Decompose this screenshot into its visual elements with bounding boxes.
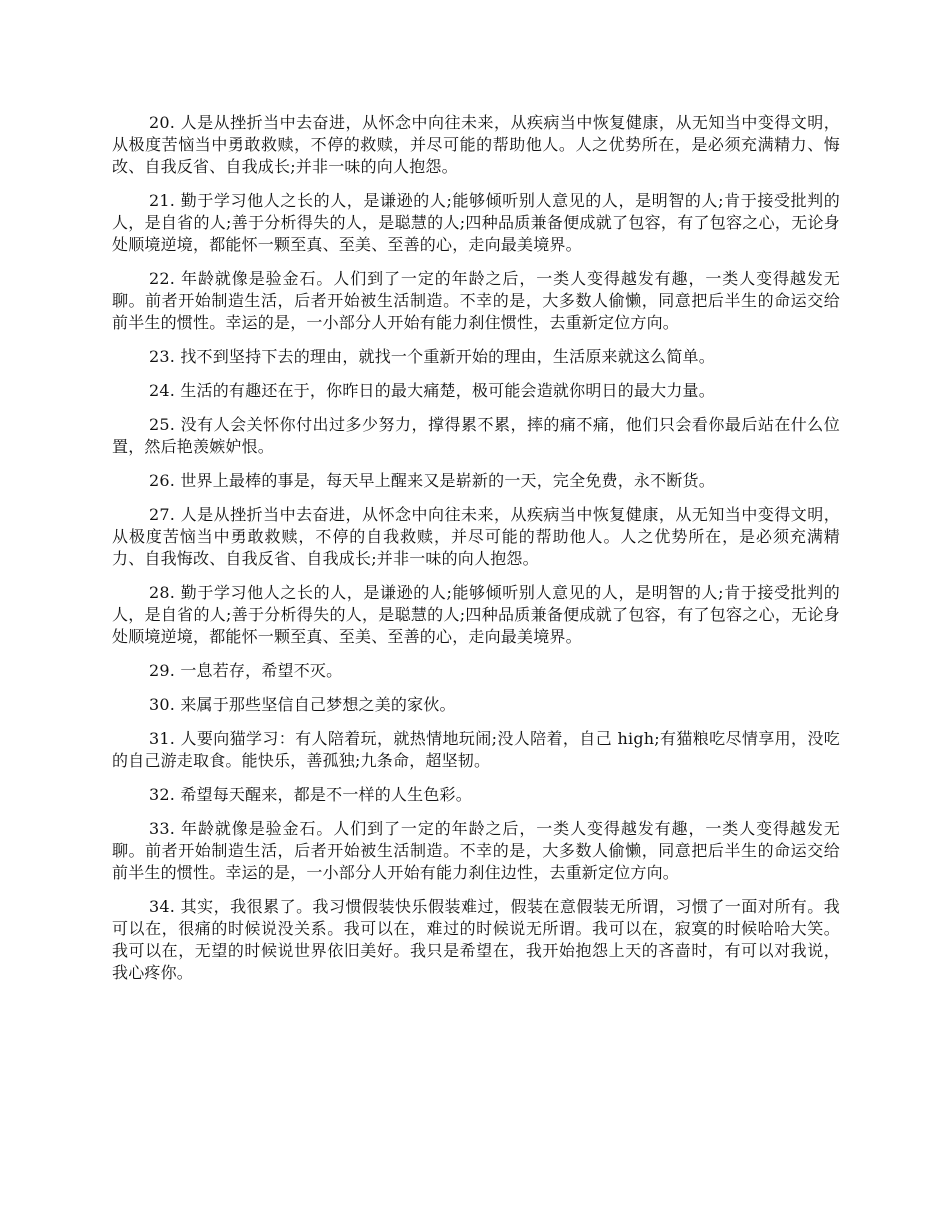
paragraph-34: 34. 其实，我很累了。我习惯假装快乐假装难过，假装在意假装无所谓，习惯了一面对所有。我可以在，很痛的时候说没关系。我可以在，难过的时候说无所谓。我可以在，寂寞的时候哈哈大笑。我可以在，无望的时候说世界依旧美好。我只是希望在，我开始抱怨上天的吝啬时，有可以对我说，我心疼你。 — [112, 897, 840, 982]
paragraph-22: 22. 年龄就像是验金石。人们到了一定的年龄之后，一类人变得越发有趣，一类人变得越发无聊。前者开始制造生活，后者开始被生活制造。不幸的是，大多数人偷懒，同意把后半生的命运交给前半生的惯性。幸运的是，一小部分人开始有能力刹住惯性，去重新定位方向。 — [112, 269, 840, 332]
paragraph-27: 27. 人是从挫折当中去奋进，从怀念中向往未来，从疾病当中恢复健康，从无知当中变得文明，从极度苦恼当中勇敢救赎，不停的自我救赎，并尽可能的帮助他人。人之优势所在，是必须充满精力、自我悔改、自我反省、自我成长;并非一味的向人抱怨。 — [112, 505, 840, 568]
paragraph-25: 25. 没有人会关怀你付出过多少努力，撑得累不累，摔的痛不痛，他们只会看你最后站在什么位置，然后艳羡嫉妒恨。 — [112, 415, 840, 456]
paragraph-26: 26. 世界上最棒的事是，每天早上醒来又是崭新的一天，完全免费，永不断货。 — [149, 471, 715, 490]
paragraph-29: 29. 一息若存，希望不灭。 — [149, 661, 343, 680]
paragraph-21: 21. 勤于学习他人之长的人，是谦逊的人;能够倾听别人意见的人，是明智的人;肯于接受批判的人，是自省的人;善于分析得失的人，是聪慧的人;四种品质兼备便成就了包容，有了包容之心，无论身处顺境逆境，都能怀一颗至真、至美、至善的心，走向最美境界。 — [112, 191, 840, 254]
paragraph-32: 32. 希望每天醒来，都是不一样的人生色彩。 — [149, 785, 472, 804]
paragraph-24: 24. 生活的有趣还在于，你昨日的最大痛楚，极可能会造就你明日的最大力量。 — [149, 381, 715, 400]
paragraph-28: 28. 勤于学习他人之长的人，是谦逊的人;能够倾听别人意见的人，是明智的人;肯于接受批判的人，是自省的人;善于分析得失的人，是聪慧的人;四种品质兼备便成就了包容，有了包容之心，无论身处顺境逆境，都能怀一颗至真、至美、至善的心，走向最美境界。 — [112, 583, 840, 646]
paragraph-30: 30. 来属于那些坚信自己梦想之美的家伙。 — [149, 695, 456, 714]
document-body — [112, 112, 840, 996]
paragraph-23: 23. 找不到坚持下去的理由，就找一个重新开始的理由，生活原来就这么简单。 — [149, 347, 715, 366]
paragraph-33: 33. 年龄就像是验金石。人们到了一定的年龄之后，一类人变得越发有趣，一类人变得越发无聊。前者开始制造生活，后者开始被生活制造。不幸的是，大多数人偷懒，同意把后半生的命运交给前半生的惯性。幸运的是，一小部分人开始有能力刹住边性，去重新定位方向。 — [112, 819, 840, 882]
paragraph-20: 20. 人是从挫折当中去奋进，从怀念中向往未来，从疾病当中恢复健康，从无知当中变得文明，从极度苦恼当中勇敢救赎，不停的救赎，并尽可能的帮助他人。人之优势所在，是必须充满精力、悔改、自我反省、自我成长;并非一味的向人抱怨。 — [112, 113, 840, 176]
paragraph-31: 31. 人要向猫学习：有人陪着玩，就热情地玩闹;没人陪着，自己 high;有猫粮吃尽情享用，没吃的自己游走取食。能快乐，善孤独;九条命，超坚韧。 — [112, 729, 840, 770]
